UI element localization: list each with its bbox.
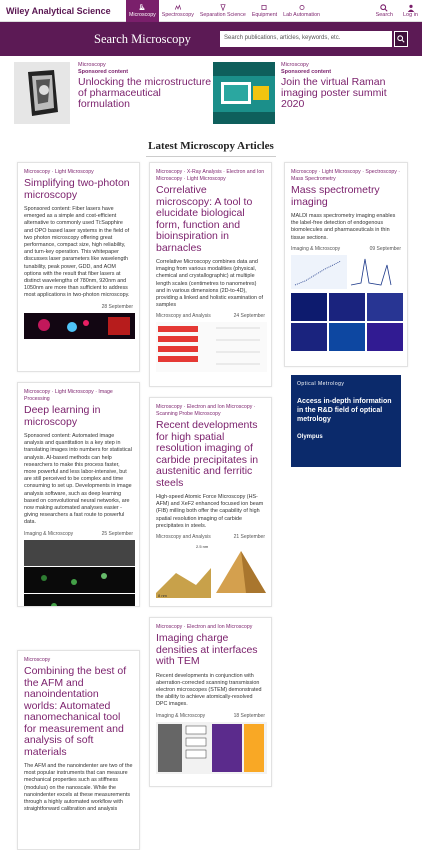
- article-meta: [156, 713, 265, 719]
- user-icon: [407, 4, 415, 12]
- article-meta: [156, 534, 265, 540]
- article-date: 21 September: [233, 534, 265, 541]
- article-title[interactable]: Recent developments for high spatial resolution imaging of carbide precipitates in austenitic and ferritic steels: [156, 419, 259, 489]
- article-image: [156, 322, 265, 377]
- article-title[interactable]: Deep learning in microscopy: [24, 404, 101, 428]
- search-band: [0, 22, 422, 56]
- article-image: [156, 543, 265, 603]
- article-excerpt: Correlative Microscopy combines data and imaging from various modalities (physical, chemical and crystallographic) at multiple length scales (centimetres to nanometres) and in various dimensions (2D-to-4D), providing a linked and holistic examination of samples: [156, 259, 263, 309]
- sponsored-tag: Sponsored content: [78, 69, 129, 75]
- equipment-icon: [260, 4, 268, 11]
- article-source: Imaging & Microscopy: [156, 712, 206, 719]
- article-card[interactable]: [149, 397, 272, 607]
- separation-icon: [219, 4, 227, 11]
- olympus-ad[interactable]: [291, 375, 401, 467]
- sponsored-item[interactable]: [213, 62, 412, 128]
- main-nav: [126, 0, 323, 22]
- nav-label: Equipment: [251, 11, 278, 18]
- article-excerpt: Recent developments in conjunction with aberration-corrected scanning transmission electron microscopes (STEM) demonstrated the ability to achieve atomically-resolved DPC images.: [156, 672, 262, 708]
- article-date: 28 September: [101, 303, 133, 310]
- sponsored-item[interactable]: [14, 62, 213, 128]
- article-image: [24, 540, 133, 607]
- login-label: Log in: [403, 12, 418, 18]
- nav-equipment[interactable]: [249, 0, 280, 22]
- article-source: Imaging & Microscopy: [24, 530, 74, 537]
- article-card[interactable]: [17, 382, 140, 607]
- article-source: Imaging & Microscopy: [291, 245, 341, 252]
- ad-subtitle: Optical Metrology: [297, 381, 345, 387]
- article-meta: [24, 304, 133, 310]
- header-search-button[interactable]: [376, 4, 393, 18]
- search-label: Search: [375, 12, 393, 18]
- article-meta: [156, 313, 265, 319]
- search-submit-button[interactable]: [394, 31, 408, 47]
- search-title: Search Microscopy: [94, 31, 191, 46]
- sponsored-thumbnail: [213, 62, 269, 124]
- article-excerpt: The AFM and the nanoindenter are two of the most popular instruments that can measure mechanical properties such as stiffness (modulus) on the nanoscale. While the nanoindenter excels at these measurements through a highly automated workflow with straightforward calibration and analysis: [24, 763, 133, 813]
- article-categories: Microscopy · Electron and Ion Microscopy: [156, 624, 253, 630]
- article-excerpt: MALDI mass spectrometry imaging enables the label-free detection of endogenous biomolecules and pharmaceuticals in thin tissue sections.: [291, 213, 396, 241]
- article-categories: Microscopy · X-Ray Analysis · Electron and Ion Microscopy · Light Microscopy: [156, 169, 265, 182]
- figure-scale-label: 2.5 nm: [196, 544, 209, 550]
- nav-separation-science[interactable]: [197, 0, 249, 22]
- section-title: Latest Microscopy Articles: [148, 140, 274, 152]
- search-icon: [397, 35, 405, 43]
- article-source: Microscopy and Analysis: [156, 534, 211, 541]
- nav-label: Spectroscopy: [161, 11, 194, 18]
- search-input[interactable]: Search publications, articles, keywords, etc.: [220, 31, 392, 47]
- sponsored-title[interactable]: Join the virtual Raman imaging poster summit 2020: [281, 76, 387, 110]
- article-excerpt: High-speed Atomic Force Microscopy (HS-AFM) and XeF2 enhanced focused ion beam (FIB) milling both offer the capability of high spatial resolution imaging of carbide precipitates in steels.: [156, 494, 264, 529]
- nav-label: Separation Science: [199, 11, 246, 18]
- spectroscopy-icon: [174, 4, 182, 11]
- sponsored-category: Microscopy: [78, 62, 106, 68]
- lab-automation-icon: [298, 4, 306, 11]
- article-title[interactable]: Correlative microscopy: A tool to elucidate biological form, function and bioinspiration in barnacles: [156, 184, 253, 254]
- section-divider: [146, 156, 276, 157]
- ad-text: Access in-depth information in the R&D field of optical metrology: [297, 398, 392, 423]
- article-title[interactable]: Mass spectrometry imaging: [291, 184, 380, 208]
- article-date: 09 September: [369, 245, 401, 252]
- article-image: [156, 722, 265, 779]
- article-card[interactable]: [284, 162, 408, 367]
- nav-lab-automation[interactable]: [280, 0, 323, 22]
- article-excerpt: Sponsored content: Automated image analysis and quantitation is a key step in translating images into numbers for statistical analysis. AI-based methods can help researchers to make this process faster, more powerful and less labor-intensive, but are still perceived to be complex and time consuming to set up. Developments in image analysis software, such as deep learning based on convolutional neural networks, are now making automated analyses easier - giving researchers a fast route to powerful data.: [24, 433, 132, 526]
- top-bar: [0, 0, 422, 22]
- article-card[interactable]: [149, 617, 272, 787]
- article-image: [291, 255, 401, 360]
- article-image: [24, 313, 133, 344]
- article-title[interactable]: Imaging charge densities at interfaces with TEM: [156, 632, 258, 667]
- nav-label: Microscopy: [129, 11, 156, 18]
- latest-heading: [0, 140, 422, 157]
- microscope-icon: [138, 4, 146, 11]
- sponsored-row: [0, 56, 422, 128]
- article-categories: Microscopy · Electron and Ion Microscopy · Scanning Probe Microscopy: [156, 404, 256, 417]
- article-card[interactable]: [149, 162, 272, 387]
- article-card[interactable]: [17, 162, 140, 372]
- nav-label: Lab Automation: [283, 11, 320, 18]
- article-categories: Microscopy · Light Microscopy · Spectroscopy · Mass Spectrometry: [291, 169, 400, 182]
- nav-spectroscopy[interactable]: [159, 0, 197, 22]
- article-card[interactable]: [17, 650, 140, 850]
- article-title[interactable]: Combining the best of the AFM and nanoindentation worlds: Automated nanomechanical tool for measurement and analysis of soft materials: [24, 665, 127, 758]
- ad-brand: Olympus: [297, 434, 323, 440]
- header-login-button[interactable]: [403, 4, 418, 18]
- sponsored-category: Microscopy: [281, 62, 309, 68]
- article-meta: [24, 531, 133, 537]
- article-date: 24 September: [233, 313, 265, 320]
- header-actions: [376, 0, 418, 22]
- sponsored-tag: Sponsored content: [281, 69, 332, 75]
- brand-logo[interactable]: Wiley Analytical Science: [6, 5, 111, 16]
- sponsored-title[interactable]: Unlocking the microstructure of pharmaceutical formulation: [78, 76, 212, 110]
- article-source: Microscopy and Analysis: [156, 313, 211, 320]
- article-excerpt: Sponsored content: Fiber lasers have emerged as a simple and cost-efficient alternative to commonly used Ti:Sapphire and OPO based laser systems in the field of two photon microscopy offering great performance, compact size, high reliability, and turn-key operation. This whitepaper discusses laser parameters like wavelength tunability, peak power, GDD, and AOM options with the result that fiber lasers at distinct wavelengths of 780nm, 920nm and 1050nm are more than sufficient to address most applications in two-photon microscopy.: [24, 206, 130, 299]
- article-meta: [291, 246, 401, 252]
- nav-microscopy[interactable]: [126, 0, 159, 22]
- article-date: 25 September: [101, 530, 133, 537]
- article-date: 18 September: [233, 712, 265, 719]
- figure-scale-label: 8 nm: [158, 593, 167, 599]
- article-categories: Microscopy: [24, 657, 51, 663]
- article-categories: Microscopy · Light Microscopy: [24, 169, 94, 175]
- article-title[interactable]: Simplifying two-photon microscopy: [24, 177, 130, 201]
- article-categories: Microscopy · Light Microscopy · Image Processing: [24, 389, 113, 402]
- search-icon: [380, 4, 388, 12]
- sponsored-thumbnail: [14, 62, 70, 124]
